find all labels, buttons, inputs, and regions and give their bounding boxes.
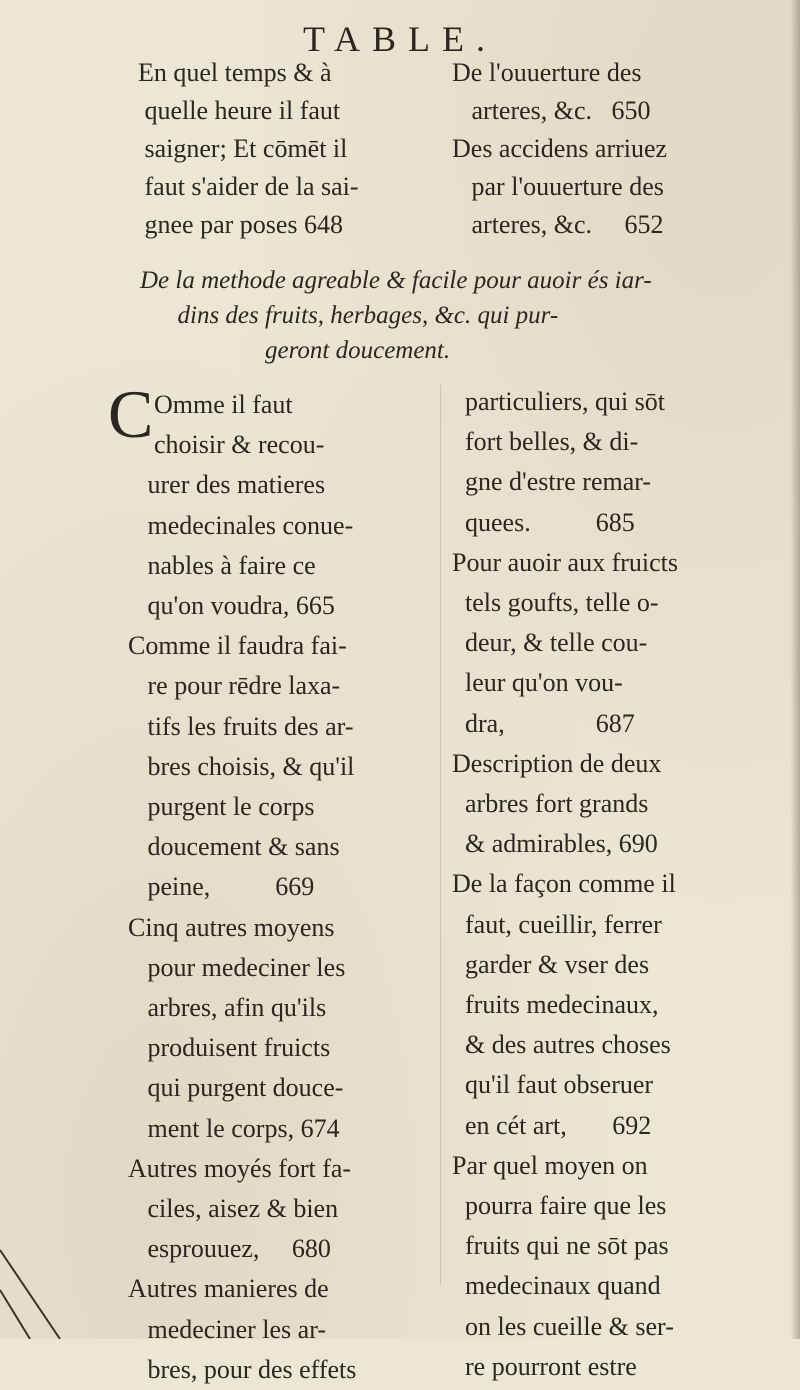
column-gutter bbox=[440, 385, 441, 1285]
toc-entry-left-top: En quel temps & à quelle heure il faut saigner; Et cōmēt il faut s'aider de la sai- gnee par poses 648 bbox=[138, 58, 359, 239]
corner-mark bbox=[0, 1230, 140, 1339]
page-edge-shadow bbox=[790, 0, 800, 1339]
section-heading: De la methode agreable & facile pour auoir és iar- dins des fruits, herbages, &c. qui pur- geront doucement. bbox=[140, 267, 652, 364]
toc-column-right: particuliers, qui sōt fort belles, & di- gne d'estre remar- quees. 685 Pour auoir aux fruicts tels goufts, telle o- deur, & telle cou- leur qu'on vou- dra, 687 Description de deux arbres fort grands & admirables, 690 De la façon comme il faut, cueillir, ferrer garder & vser des fruits medecinaux, & des autres choses qu'il faut obseruer en cét art, 692 Par quel moyen on pourra faire que les fruits qui ne sōt pas medecinaux quand on les cueille & ser- re pourront estre bbox=[452, 387, 679, 1381]
running-header: TABLE. bbox=[302, 19, 498, 59]
drop-cap: C bbox=[108, 376, 154, 452]
toc-column-left: Omme il faut choisir & recou- urer des matieres medecinales conue- nables à faire ce qu'on voudra, 665 Comme il faudra fai- re pour rēdre laxa- tifs les fruits des ar- bres choisis, & qu'il purgent le corps doucement & sans peine, 669 Cinq autres moyens pour medeciner les arbres, afin qu'ils produisent fruicts qui purgent douce- ment le corps, 674 Autres moyés fort fa- ciles, aisez & bien esprouuez, 680 Autres manieres de medeciner les ar- bres, pour des effets bbox=[128, 390, 357, 1384]
toc-entry-right-top: De l'ouuerture des arteres, &c. 650 Des accidens arriuez par l'ouuerture des arteres, &c. 652 bbox=[452, 58, 668, 239]
